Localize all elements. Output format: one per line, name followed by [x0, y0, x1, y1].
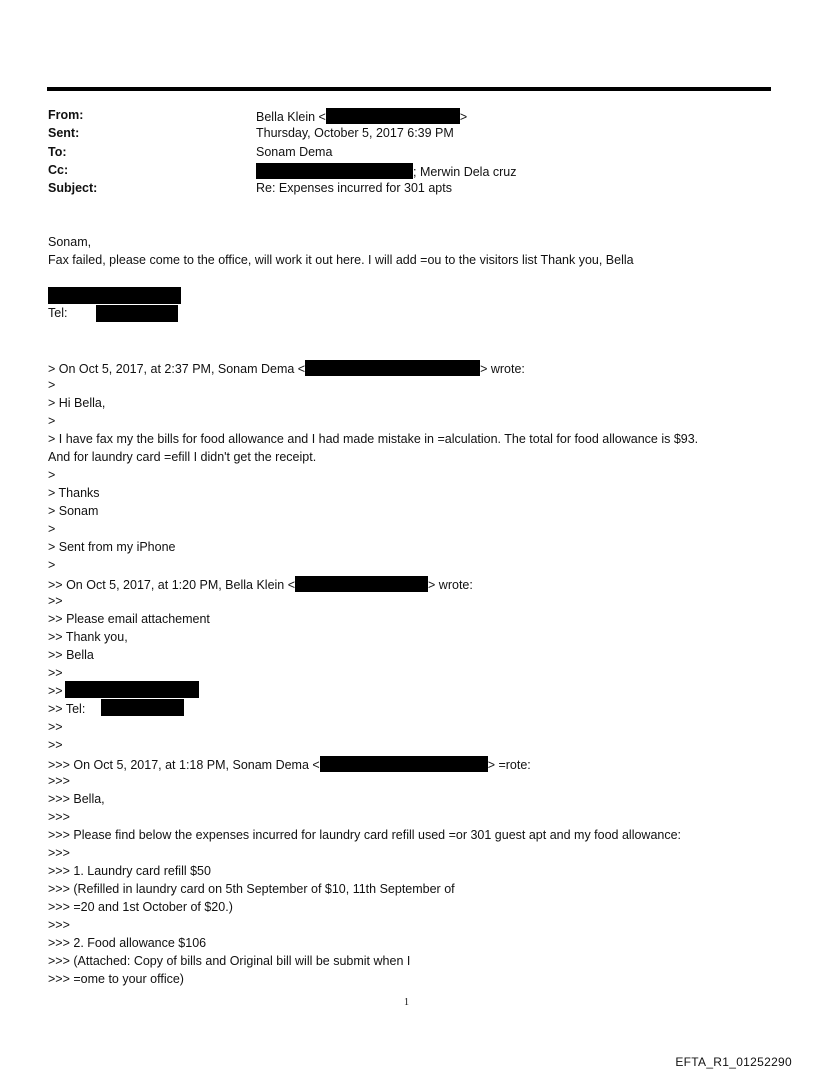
quote-line: >>: [48, 666, 63, 680]
quote-header-end: > =rote:: [487, 758, 531, 772]
quote-line: > I have fax my the bills for food allowance and I had made mistake in =alculation. The total for food allowance is $93.: [48, 432, 699, 446]
greeting: Sonam,: [48, 235, 92, 249]
quote-header-end: > wrote:: [428, 578, 473, 592]
quote-line: >> Tel:: [48, 702, 86, 716]
document-id: EFTA_R1_01252290: [675, 1055, 792, 1069]
quote-line: > Sent from my iPhone: [48, 540, 176, 554]
cc-text: ; Merwin Dela cruz: [413, 165, 517, 179]
redaction-bar: [305, 360, 480, 376]
quote-line: >>> =ome to your office): [48, 972, 184, 986]
from-value: [256, 108, 467, 124]
quote-line: >>: [48, 738, 63, 752]
quote-line: >>: [48, 684, 63, 698]
quote-line: >>> Bella,: [48, 792, 105, 806]
quote-header-text: >>> On Oct 5, 2017, at 1:18 PM, Sonam Dema <: [48, 758, 320, 772]
from-label: From:: [48, 108, 84, 122]
sent-label: Sent:: [48, 126, 80, 140]
from-close: >: [459, 110, 468, 124]
quote-line: >>>: [48, 846, 70, 860]
subject-value: Re: Expenses incurred for 301 apts: [256, 181, 452, 195]
quote-header: [48, 756, 531, 772]
quote-line: >>> 2. Food allowance $106: [48, 936, 207, 950]
page-number: 1: [404, 997, 409, 1008]
quote-line: >>> 1. Laundry card refill $50: [48, 864, 211, 878]
quote-line: >>> (Refilled in laundry card on 5th September of $10, 11th September of: [48, 882, 455, 896]
quote-line: >: [48, 522, 56, 536]
redaction-bar: [326, 108, 460, 124]
quote-header-text: >> On Oct 5, 2017, at 1:20 PM, Bella Klein <: [48, 578, 296, 592]
from-name: Bella Klein <: [256, 110, 326, 124]
quote-line: > Thanks: [48, 486, 100, 500]
tel-label: Tel:: [48, 306, 68, 320]
quote-line: >>> Please find below the expenses incurred for laundry card refill used =or 301 guest apt and my food allowance:: [48, 828, 682, 842]
quote-line: >>> (Attached: Copy of bills and Original bill will be submit when I: [48, 954, 411, 968]
quote-line: And for laundry card =efill I didn't get the receipt.: [48, 450, 317, 464]
quote-line: > Hi Bella,: [48, 396, 106, 410]
quote-line: >>>: [48, 810, 70, 824]
quote-line: >: [48, 414, 56, 428]
quote-header: [48, 576, 473, 592]
quote-line: >>: [48, 720, 63, 734]
to-label: To:: [48, 145, 67, 159]
cc-value: [256, 163, 517, 179]
to-value: Sonam Dema: [256, 145, 333, 159]
redaction-block: [65, 681, 199, 698]
redaction-block: [101, 699, 184, 716]
quote-header-text: > On Oct 5, 2017, at 2:37 PM, Sonam Dema <: [48, 362, 306, 376]
quote-line: >>> =20 and 1st October of $20.): [48, 900, 233, 914]
redaction-block: [48, 287, 181, 304]
quote-line: >>>: [48, 918, 70, 932]
quote-header: [48, 360, 525, 376]
quote-line: >>: [48, 594, 63, 608]
redaction-block: [96, 305, 178, 322]
quote-line: >: [48, 468, 56, 482]
quote-line: >: [48, 378, 56, 392]
redaction-bar: [295, 576, 428, 592]
subject-label: Subject:: [48, 181, 98, 195]
sent-value: Thursday, October 5, 2017 6:39 PM: [256, 126, 454, 140]
redaction-bar: [256, 163, 413, 179]
quote-line: >>>: [48, 774, 70, 788]
quote-line: > Sonam: [48, 504, 99, 518]
quote-line: >> Please email attachement: [48, 612, 210, 626]
redaction-bar: [320, 756, 488, 772]
quote-line: >: [48, 558, 56, 572]
message-text: Fax failed, please come to the office, will work it out here. I will add =ou to the visitors list Thank you, Bella: [48, 253, 634, 267]
quote-header-end: > wrote:: [480, 362, 525, 376]
quote-line: >> Bella: [48, 648, 94, 662]
cc-label: Cc:: [48, 163, 69, 177]
quote-line: >> Thank you,: [48, 630, 128, 644]
header-rule: [47, 87, 771, 91]
